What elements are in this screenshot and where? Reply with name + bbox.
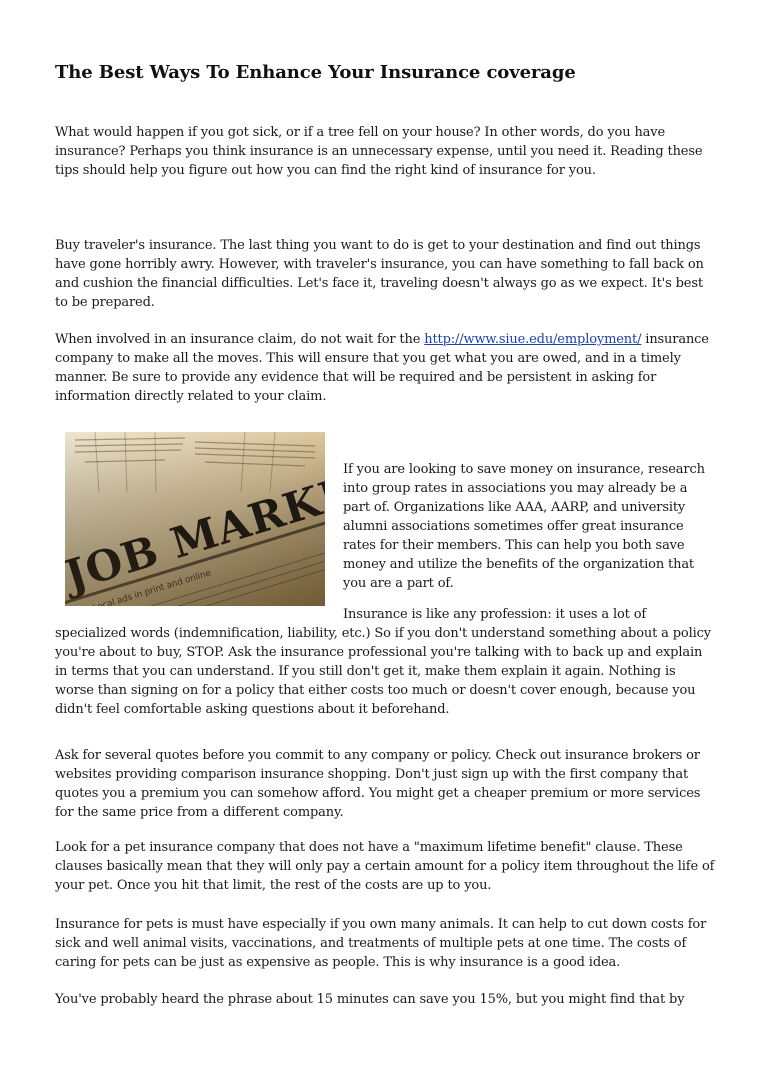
pet-clause-paragraph: Look for a pet insurance company that does not have a "maximum lifetime benefit" clause. These clauses basically mean that they will only pay a certain amount for a policy item throughout the life of your pet. Once you hit that limit, the rest of the costs are up to you. [55,840,715,893]
claim-paragraph [55,330,715,406]
page-title: The Best Ways To Enhance Your Insurance coverage [55,62,576,83]
job-market-newspaper-image [65,432,325,606]
fifteen-minutes-paragraph: You've probably heard the phrase about 15 minutes can save you 15%, but you might find that by [55,992,685,1007]
employment-link[interactable]: http://www.siue.edu/employment/ [424,332,642,347]
traveler-insurance-paragraph: Buy traveler's insurance. The last thing you want to do is get to your destination and find out things have gone horribly awry. However, with traveler's insurance, you can have something to fall back on and cushion the financial difficulties. Let's face it, traveling doesn't always go as we expect. It's best to be prepared. [55,238,704,310]
newspaper-illustration [65,432,325,606]
quotes-paragraph: Ask for several quotes before you commit to any company or policy. Check out insurance brokers or websites providing comparison insurance shopping. Don't just sign up with the first company that quotes you a premium you can somehow afford. You might get a cheaper premium or more services for the same price from a different company. [55,748,701,820]
group-rates-paragraph: If you are looking to save money on insurance, research into group rates in associations you may already be a part of. Organizations like AAA, AARP, and university alumni associations sometimes offer great insurance rates for their members. This can help you both save money and utilize the benefits of the organization that you are a part of. [343,462,705,591]
image-wrap-section [55,432,715,719]
claim-text-before: When involved in an insurance claim, do not wait for the [55,332,425,347]
insurance-profession-paragraph: Insurance is like any profession: it uses a lot of specialized words (indemnification, liability, etc.) So if you don't understand something about a policy you're about to buy, STOP. Ask the insurance professional you're talking with to back up and explain in terms that you can understand. If you still don't get it, make them explain it again. Nothing is worse than signing on for a policy that either costs too much or doesn't cover enough, because you didn't feel comfortable asking questions about it beforehand. [55,607,711,717]
intro-paragraph: What would happen if you got sick, or if a tree fell on your house? In other words, do you have insurance? Perhaps you think insurance is an unnecessary expense, until you need it. Reading these tips should help you figure out how you can find the right kind of insurance for you. [55,125,703,178]
multiple-pets-paragraph: Insurance for pets is must have especially if you own many animals. It can help to cut down costs for sick and well animal visits, vaccinations, and treatments of multiple pets at one time. The costs of caring for pets can be just as expensive as people. This is why insurance is a good idea. [55,917,707,970]
claim-text-after: insurance company to make all the moves. This will ensure that you get what you are owed, and in a timely manner. Be sure to provide any evidence that will be required and be persistent in asking for information directly related to your claim. [55,332,709,404]
